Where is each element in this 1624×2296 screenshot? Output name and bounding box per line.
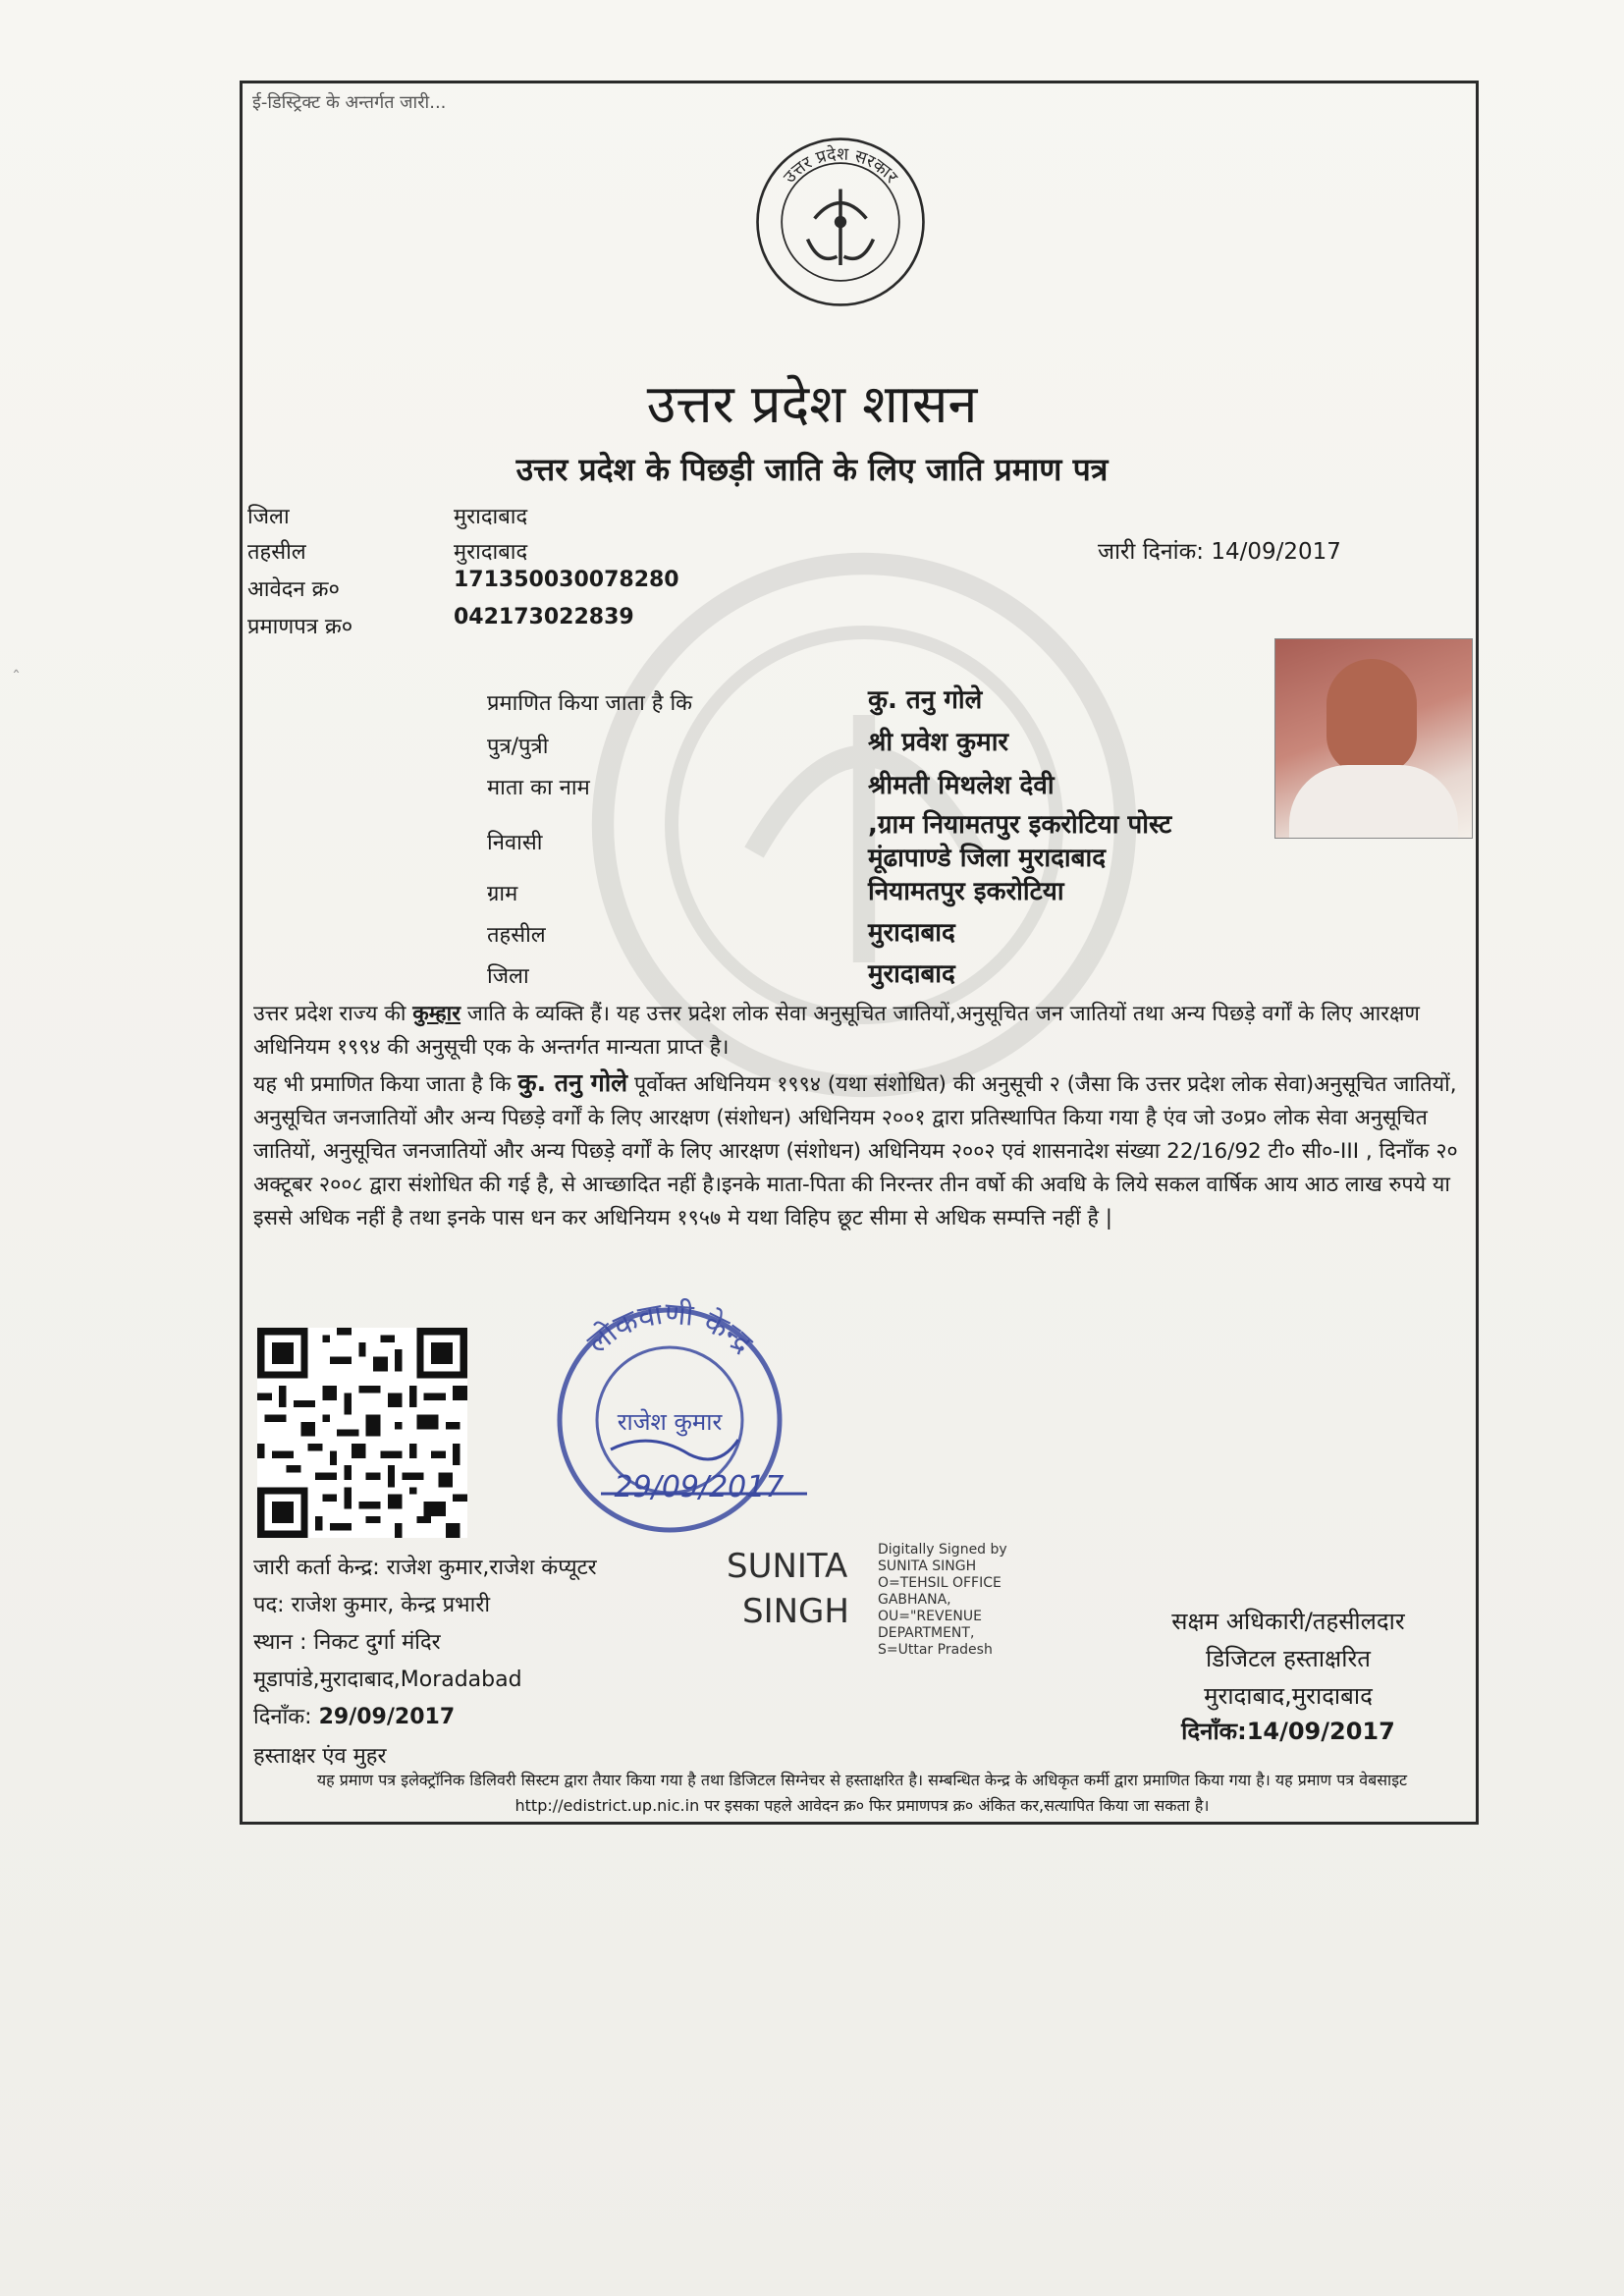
rubber-stamp [542, 1292, 817, 1558]
applicant-photo [1274, 638, 1473, 839]
svg-text:लोकवाणी केन्द्र [581, 1296, 760, 1361]
declaration-paragraph: यह भी प्रमाणित किया जाता है कि कु. तनु गोले पूर्वोक्त अधिनियम १९९४ (यथा संशोधित) की अनुसूची २ (जैसा कि उत्तर प्रदेश लोक सेवा)अनुसूचित जातियों, अनुसूचित जनजातियों और अन्य पिछड़े वर्गों के लिए आरक्षण (संशोधन) अधिनियम २००१ द्वारा प्रतिस्थापित किया गया है एंव जो उ०प्र० लोक सेवा अनुसूचित जातियों, अनुसूचित जनजातियों और अन्य पिछड़े वर्गों के लिए आरक्षण (संशोधन) अधिनियम २००२ एवं शासनादेश संख्या 22/16/92 टी० सी०-III , दिनाँक २० अक्टूबर २००८ द्वारा संशोधित की गई है, से आच्छादित नहीं है।इनके माता-पिता की निरन्तर तीन वर्षो की अवधि के लिये सकल वार्षिक आय आठ लाख रुपये या इससे अधिक नहीं है तथा इनके पास धन कर अधिनियम १९५७ मे यथा विहिप छूट सीमा से अधिक सम्पत्ति नहीं है | [253, 1068, 1458, 1230]
issue-date: जारी दिनांक: 14/09/2017 [1098, 539, 1341, 565]
stamp-date: 29/09/2017 [614, 1470, 785, 1504]
issuer-place: स्थान : निकट दुर्गा मंदिर [253, 1630, 441, 1655]
stamp-ring-text: लोकवाणी केन्द्र [580, 1296, 760, 1361]
detail-label-district: जिला [247, 505, 290, 529]
person-village: नियामतपुर इकरोटिया [868, 877, 1064, 906]
person-father: श्री प्रवेश कुमार [868, 728, 1009, 757]
issuer-date: 29/09/2017 [318, 1705, 456, 1729]
officer-designation: सक्षम अधिकारी/तहसीलदार [1171, 1608, 1405, 1635]
stamp-name: राजेश कुमार [617, 1408, 723, 1436]
certificate-subtitle: उत्तर प्रदेश के पिछड़ी जाति के लिए जाति प्रमाण पत्र [515, 451, 1109, 488]
caste-name: कुम्हार [412, 1002, 461, 1026]
digital-signature-details: Digitally Signed by SUNITA SINGH O=TEHSIL OFFICE GABHANA, OU="REVENUE DEPARTMENT, S=Uttar Pradesh [878, 1542, 1007, 1658]
detail-value-certificate-no: 042173022839 [454, 605, 634, 629]
officer-digital-signed: डिजिटल हस्ताक्षरित [1206, 1645, 1371, 1672]
person-label-tehsil: तहसील [487, 923, 546, 948]
caste-paragraph: उत्तर प्रदेश राज्य की कुम्हार जाति के व्यक्ति हैं। यह उत्तर प्रदेश लोक सेवा अनुसूचित जातियों,अनुसूचित जन जातियों तथा अन्य पिछड़े वर्गों के लिए आरक्षण अधिनियम १९९४ की अनुसूची एक के अन्तर्गत मान्यता प्राप्त है। [253, 1002, 1420, 1060]
issuer-locality: मूडापांडे,मुरादाबाद,Moradabad [253, 1667, 522, 1692]
person-district: मुरादाबाद [868, 959, 955, 989]
person-address-line2: मूंढापाण्डे जिला मुरादाबाद [868, 844, 1107, 873]
officer-date: दिनाँक:14/09/2017 [1181, 1718, 1395, 1745]
person-label-village: ग्राम [487, 882, 518, 906]
detail-label-tehsil: तहसील [247, 540, 306, 565]
photo-face [1326, 659, 1417, 775]
officer-location: मुरादाबाद,मुरादाबाद [1204, 1682, 1373, 1710]
person-label-certified: प्रमाणित किया जाता है कि [487, 691, 693, 716]
header-note: ई-डिस्ट्रिक्ट के अन्तर्गत जारी... [252, 92, 447, 113]
detail-value-district: मुरादाबाद [454, 505, 528, 529]
person-tehsil: मुरादाबाद [868, 918, 955, 948]
detail-value-application-no: 171350030078280 [454, 568, 679, 592]
detail-value-tehsil: मुरादाबाद [454, 540, 528, 565]
person-label-resident: निवासी [487, 831, 543, 855]
declaration-name: कु. तनु गोले [517, 1068, 628, 1097]
emblem-text: उत्तर प्रदेश सरकार [780, 144, 901, 188]
person-label-child-of: पुत्र/पुत्री [487, 735, 549, 759]
detail-label-application-no: आवेदन क्र० [247, 577, 340, 602]
issuer-post: पद: राजेश कुमार, केन्द्र प्रभारी [253, 1593, 491, 1617]
digital-signature-name: SUNITA SINGH [727, 1547, 849, 1631]
person-mother: श्रीमती मिथलेश देवी [868, 771, 1055, 800]
footer-note: यह प्रमाण पत्र इलेक्ट्रॉनिक डिलिवरी सिस्टम द्वारा तैयार किया गया है तथा डिजिटल सिग्नेचर से हस्ताक्षरित है। सम्बन्धित केन्द्र के अधिकृत कर्मी द्वारा प्रमाणित किया गया है। यह प्रमाण पत्र वेबसाइट http://edistrict.up.nic.in पर इसका पहले आवेदन क्र० फिर प्रमाणपत्र क्र० अंकित कर,सत्यापित किया जा सकता है। [316, 1771, 1408, 1815]
issuer-center: जारी कर्ता केन्द्र: राजेश कुमार,राजेश कंप्यूटर [253, 1556, 597, 1580]
scan-mark: ˆ [12, 668, 21, 688]
issuer-date-row: दिनाँक: 29/09/2017 [253, 1705, 456, 1729]
issuer-sign-label: हस्ताक्षर एंव मुहर [253, 1744, 387, 1769]
photo-shirt [1289, 765, 1458, 839]
person-label-mother: माता का नाम [487, 776, 590, 800]
up-government-emblem [754, 136, 927, 308]
person-address-line1: ,ग्राम नियामतपुर इकरोटिया पोस्ट [868, 810, 1172, 840]
person-name: कु. तनु गोले [868, 685, 983, 715]
qr-code [257, 1328, 467, 1538]
person-label-district: जिला [487, 964, 529, 989]
detail-label-certificate-no: प्रमाणपत्र क्र० [247, 615, 353, 639]
certificate-title: उत्तर प्रदेश शासन [646, 373, 978, 435]
